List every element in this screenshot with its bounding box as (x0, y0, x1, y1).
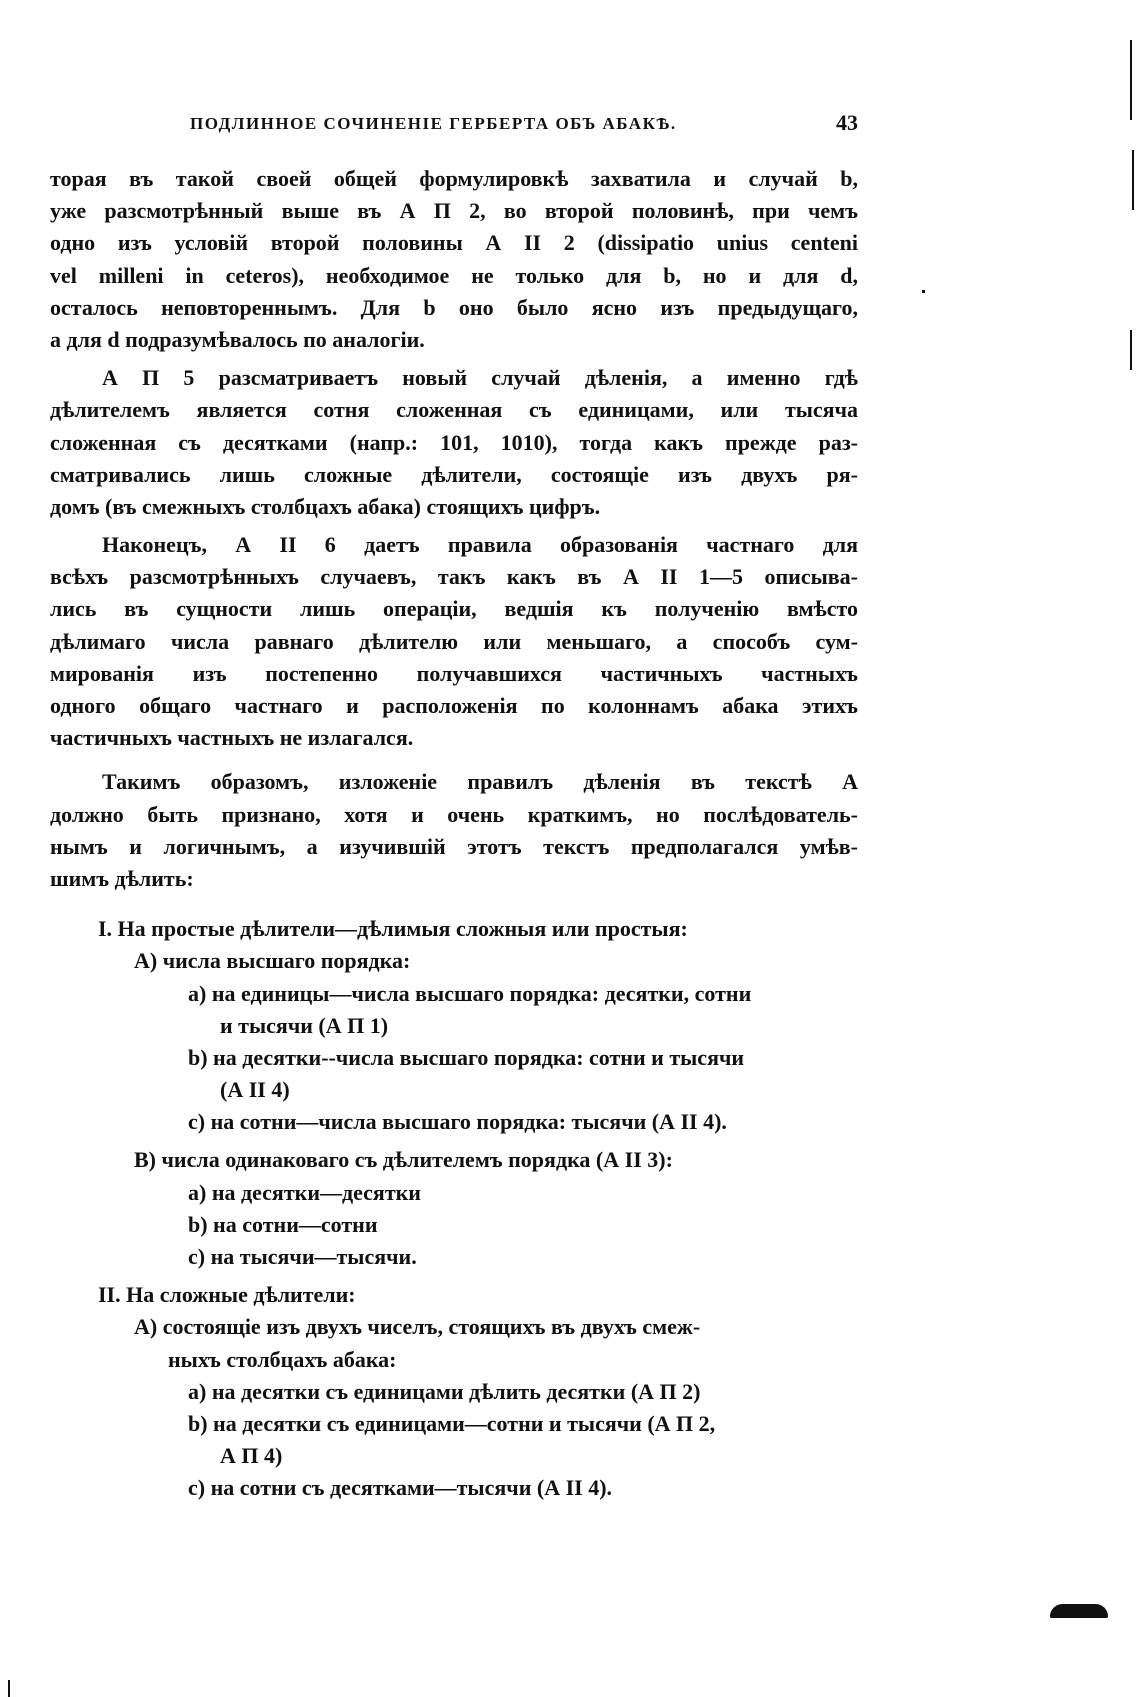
running-title: ПОДЛИННОЕ СОЧИНЕНІЕ ГЕРБЕРТА ОБЪ АБАКѢ. (190, 114, 677, 133)
text-line: дѣлимаго числа равнаго дѣлителю или меньшаго, а способъ сум- (50, 628, 858, 654)
text-line: осталось неповтореннымъ. Для b оно было ясно изъ предыдущаго, (50, 294, 858, 320)
text-line: нымъ и логичнымъ, а изучившій этотъ текстъ предполагался умѣв- (50, 833, 858, 859)
text-line: Такимъ образомъ, изложеніе правилъ дѣленія въ текстѣ А (102, 769, 858, 795)
outline-item: а) на десятки съ единицами дѣлить десятки (А П 2) (188, 1378, 701, 1404)
text-line: А П 5 разсматриваетъ новый случай дѣленія, а именно гдѣ (102, 365, 858, 391)
text-line: домъ (въ смежныхъ столбцахъ абака) стоящихъ цифръ. (50, 493, 601, 519)
outline-item: (А II 4) (220, 1077, 290, 1103)
paragraph-3 (50, 529, 858, 754)
scan-edge-mark (8, 1680, 10, 1697)
scan-edge-mark (1130, 40, 1132, 120)
body-text (50, 163, 858, 1505)
outline-item: c) на тысячи—тысячи. (188, 1244, 417, 1269)
text-line: vel milleni in ceteros), необходимое не только для b, но и для d, (50, 262, 858, 288)
text-line: лись въ сущности лишь операціи, ведшія къ полученію вмѣсто (50, 596, 858, 622)
text-line: Наконецъ, А II 6 даетъ правила образованія частнаго для (102, 532, 858, 558)
outline-item: b) на сотни—сотни (188, 1211, 378, 1237)
scan-edge-mark (1130, 330, 1132, 370)
outline-item: А) числа высшаго порядка: (134, 948, 411, 974)
outline-item: А П 4) (220, 1443, 283, 1469)
outline-item: c) на сотни—числа высшаго порядка: тысячи (А II 4). (188, 1109, 727, 1135)
paragraph-2 (50, 362, 858, 523)
outline-item: а) на десятки—десятки (188, 1179, 421, 1205)
text-line: одно изъ условій второй половины А II 2 (dissipatio unius centeni (50, 230, 858, 256)
outline-item: c) на сотни съ десятками—тысячи (А II 4). (188, 1475, 613, 1501)
division-outline (50, 913, 858, 1504)
text-line: шимъ дѣлить: (50, 865, 194, 891)
text-line: дѣлителемъ является сотня сложенная съ единицами, или тысяча (50, 397, 858, 423)
ink-blot (1050, 1604, 1108, 1618)
text-line: сматривались лишь сложные дѣлители, состоящіе изъ двухъ ря- (50, 461, 858, 487)
paragraph-1 (50, 163, 858, 356)
outline-item: ныхъ столбцахъ абака: (168, 1346, 397, 1372)
text-line: одного общаго частнаго и расположенія по колоннамъ абака этихъ (50, 693, 858, 718)
outline-item: b) на десятки--числа высшаго порядка: сотни и тысячи (188, 1044, 745, 1070)
outline-item: А) состоящіе изъ двухъ чиселъ, стоящихъ въ двухъ смеж- (134, 1314, 701, 1340)
outline-item: и тысячи (А П 1) (220, 1012, 389, 1038)
text-line: а для d подразумѣвалось по аналогіи. (50, 326, 425, 352)
text-line: частичныхъ частныхъ не излагался. (50, 725, 414, 751)
scan-edge-mark (1132, 150, 1134, 210)
outline-section-ii: II. На сложные дѣлители: (98, 1282, 356, 1308)
paragraph-4 (50, 766, 858, 895)
text-line: всѣхъ разсмотрѣнныхъ случаевъ, такъ какъ въ А II 1—5 описыва- (50, 564, 858, 590)
outline-item: В) числа одинаковаго съ дѣлителемъ порядка (А II 3): (134, 1147, 673, 1173)
text-line: торая въ такой своей общей формулировкѣ захватила и случай b, (50, 166, 858, 191)
outline-section-i: I. На простые дѣлители—дѣлимыя сложныя или простыя: (98, 916, 688, 942)
outline-item: b) на десятки съ единицами—сотни и тысячи (А П 2, (188, 1410, 716, 1436)
running-header (190, 110, 858, 135)
text-line: сложенная съ десятками (напр.: 101, 1010), тогда какъ прежде раз- (50, 429, 858, 455)
text-line: мированія изъ постепенно получавшихся частичныхъ частныхъ (50, 660, 858, 686)
scan-speck (922, 290, 925, 293)
text-line: уже разсмотрѣнный выше въ А П 2, во второй половинѣ, при чемъ (50, 198, 858, 224)
text-line: должно быть признано, хотя и очень краткимъ, но послѣдователь- (50, 801, 858, 827)
outline-item: а) на единицы—числа высшаго порядка: десятки, сотни (188, 980, 752, 1006)
page-number: 43 (836, 110, 858, 135)
